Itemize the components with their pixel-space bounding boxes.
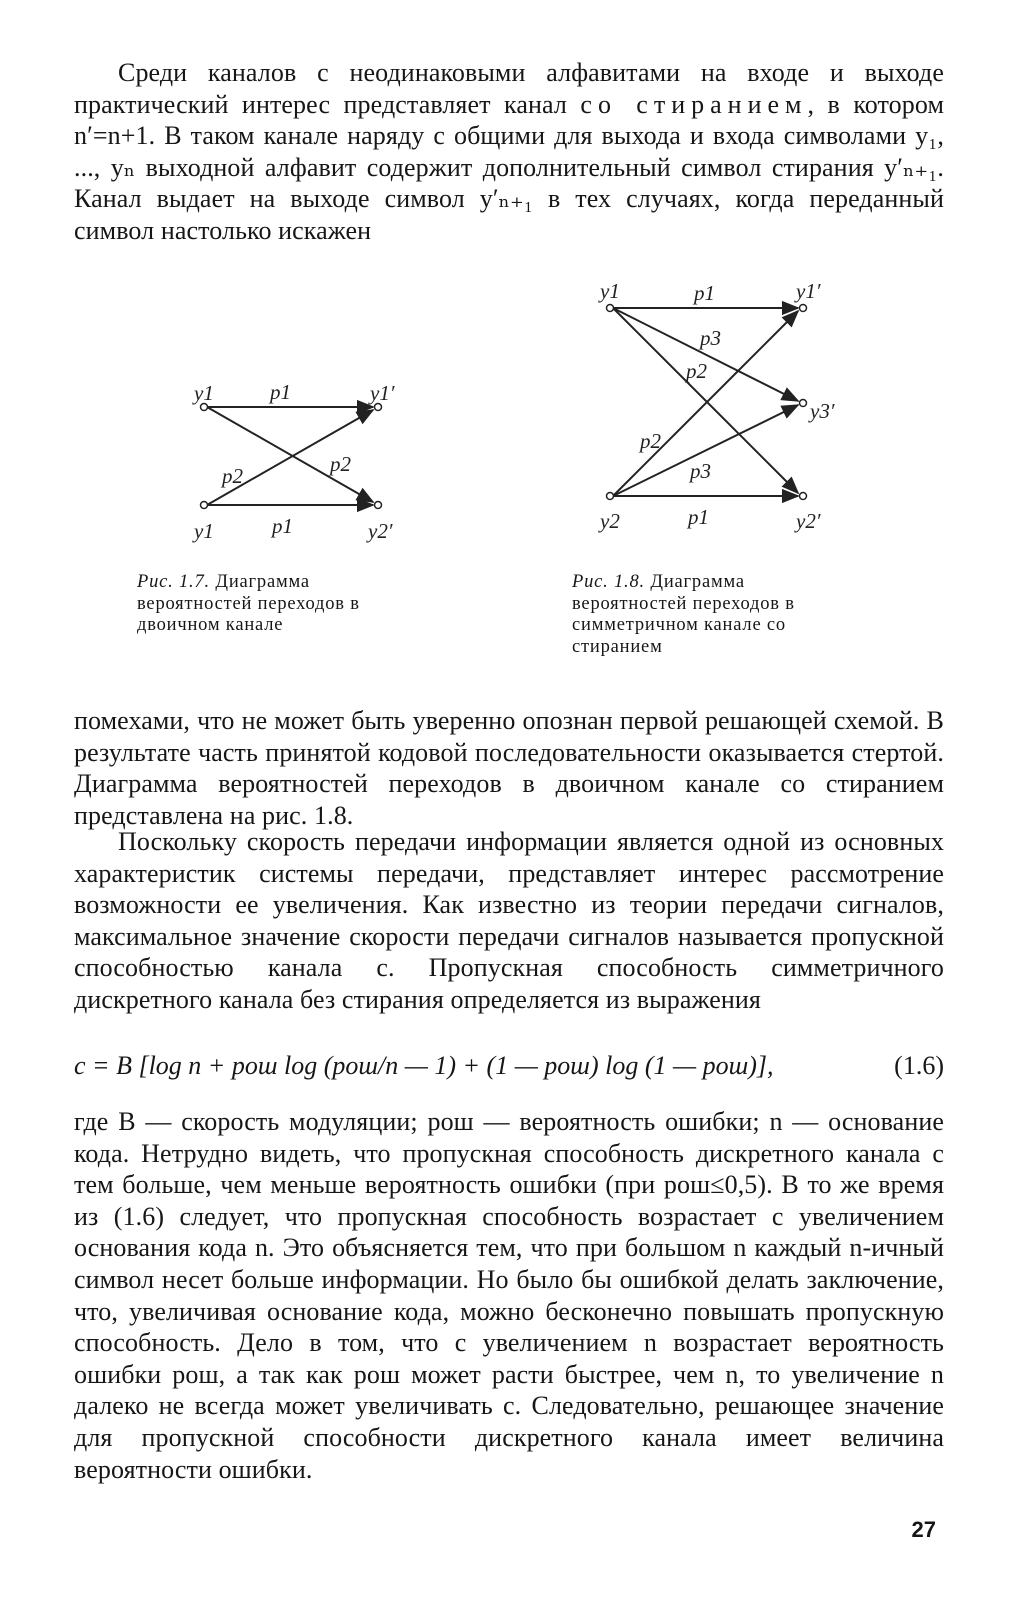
figure-1-8-caption <box>572 572 852 658</box>
node-out-bottom <box>800 493 807 500</box>
prob-cross-b: p2 <box>640 429 661 453</box>
prob-erase-b: p3 <box>690 459 711 483</box>
formula-number: (1.6) <box>894 1051 944 1080</box>
emphasized-term: со стиранием <box>580 89 808 119</box>
paragraph-channel-capacity: Поскольку скорость передачи информации является одной из основных характеристик системы передачи, представляет интерес рассмотрение возможности ее увеличения. Как известно из теории передачи сигналов, максимальное значение скорости передачи сигналов называется пропускной способностью канала c. Пропускная способность симметричного дискретного канала без стирания определяется из выражения <box>74 827 944 1014</box>
prob-top: p1 <box>270 380 291 404</box>
node-out-top <box>800 305 807 312</box>
caption-text: Диаграмма вероятностей переходов в двоичном канале <box>137 572 360 635</box>
prob-cross-a: p2 <box>222 464 243 488</box>
label-in-bottom: y2 <box>600 509 620 533</box>
label-in-bottom: y1 <box>194 519 214 543</box>
node-in-bottom <box>607 493 614 500</box>
paragraph-formula-explanation: где B — скорость модуляции; pош — вероятность ошибки; n — основание кода. Нетрудно видеть, что пропускная способность дискретного канала c тем больше, чем меньше вероятность ошибки (при pош≤0,5). В то же время из (1.6) следует, что пропускная способность возрастает с увеличением основания кода n. Это объясняется тем, что при большом n каждый n-ичный символ несет больше информации. Но было бы ошибкой делать заключение, что, увеличивая основание кода, можно бесконечно повышать пропускную способность. Дело в том, что с увеличением n возрастает вероятность ошибки pош, а так как pош может расти быстрее, чем n, то увеличение n далеко не всегда может увеличивать c. Следовательно, решающее значение для пропускной способности дискретного канала имеет величина вероятности ошибки. <box>74 1107 944 1484</box>
node-out-mid <box>800 400 807 407</box>
figure-1-7-caption <box>137 572 409 637</box>
prob-erase-a: p3 <box>700 326 721 350</box>
capacity-formula: c = B [log n + pош log (pош/n — 1) + (1 — pош) log (1 — pош)], <box>74 1051 774 1080</box>
caption-lead: Рис. 1.8. <box>572 572 645 592</box>
prob-bottom: p1 <box>688 505 709 529</box>
label-out-top: y1′ <box>796 279 821 303</box>
prob-cross-b: p2 <box>330 452 351 476</box>
label-out-bottom: y2′ <box>368 519 393 543</box>
label-out-top: y1′ <box>370 381 395 405</box>
edge-erase-top <box>613 308 798 401</box>
caption-lead: Рис. 1.7. <box>137 572 210 592</box>
prob-top: p1 <box>694 281 715 305</box>
paragraph-erasure-channel <box>74 57 944 247</box>
label-out-mid: y3′ <box>810 399 835 423</box>
node-in-bottom <box>201 502 208 509</box>
prob-cross-a: p2 <box>686 359 707 383</box>
node-out-bottom <box>375 502 382 509</box>
figure-1-7-diagram <box>180 375 420 555</box>
prob-bottom: p1 <box>272 514 293 538</box>
paragraph-erasure-channel-end: , в котором n′=n+1. В таком канале наряду с общими для выхода и входа символами y₁, ..., yₙ выходной алфавит содержит дополнительный символ стирания y′ₙ₊₁. Канал выдает на выходе символ y′ₙ₊₁ в тех случаях, когда переданный символ настолько искажен <box>74 89 944 245</box>
figure-1-8-diagram <box>586 270 846 550</box>
label-out-bottom: y2′ <box>796 509 821 533</box>
paragraph-erasure-continued: помехами, что не может быть уверенно опознан первой решающей схемой. В результате часть принятой кодовой последовательности оказывается стертой. Диаграмма вероятностей переходов в двоичном канале со стиранием представлена на рис. 1.8. <box>74 706 944 830</box>
paragraph-erasure-channel-start: Среди каналов с неодинаковыми алфавитами на входе и выходе практический интерес представляет канал <box>74 58 944 119</box>
page-number: 27 <box>911 1517 936 1542</box>
label-in-top: y1 <box>600 279 620 303</box>
label-in-top: y1 <box>194 381 214 405</box>
caption-text: Диаграмма вероятностей переходов в симметричном канале со стиранием <box>572 572 795 657</box>
node-in-top <box>607 305 614 312</box>
